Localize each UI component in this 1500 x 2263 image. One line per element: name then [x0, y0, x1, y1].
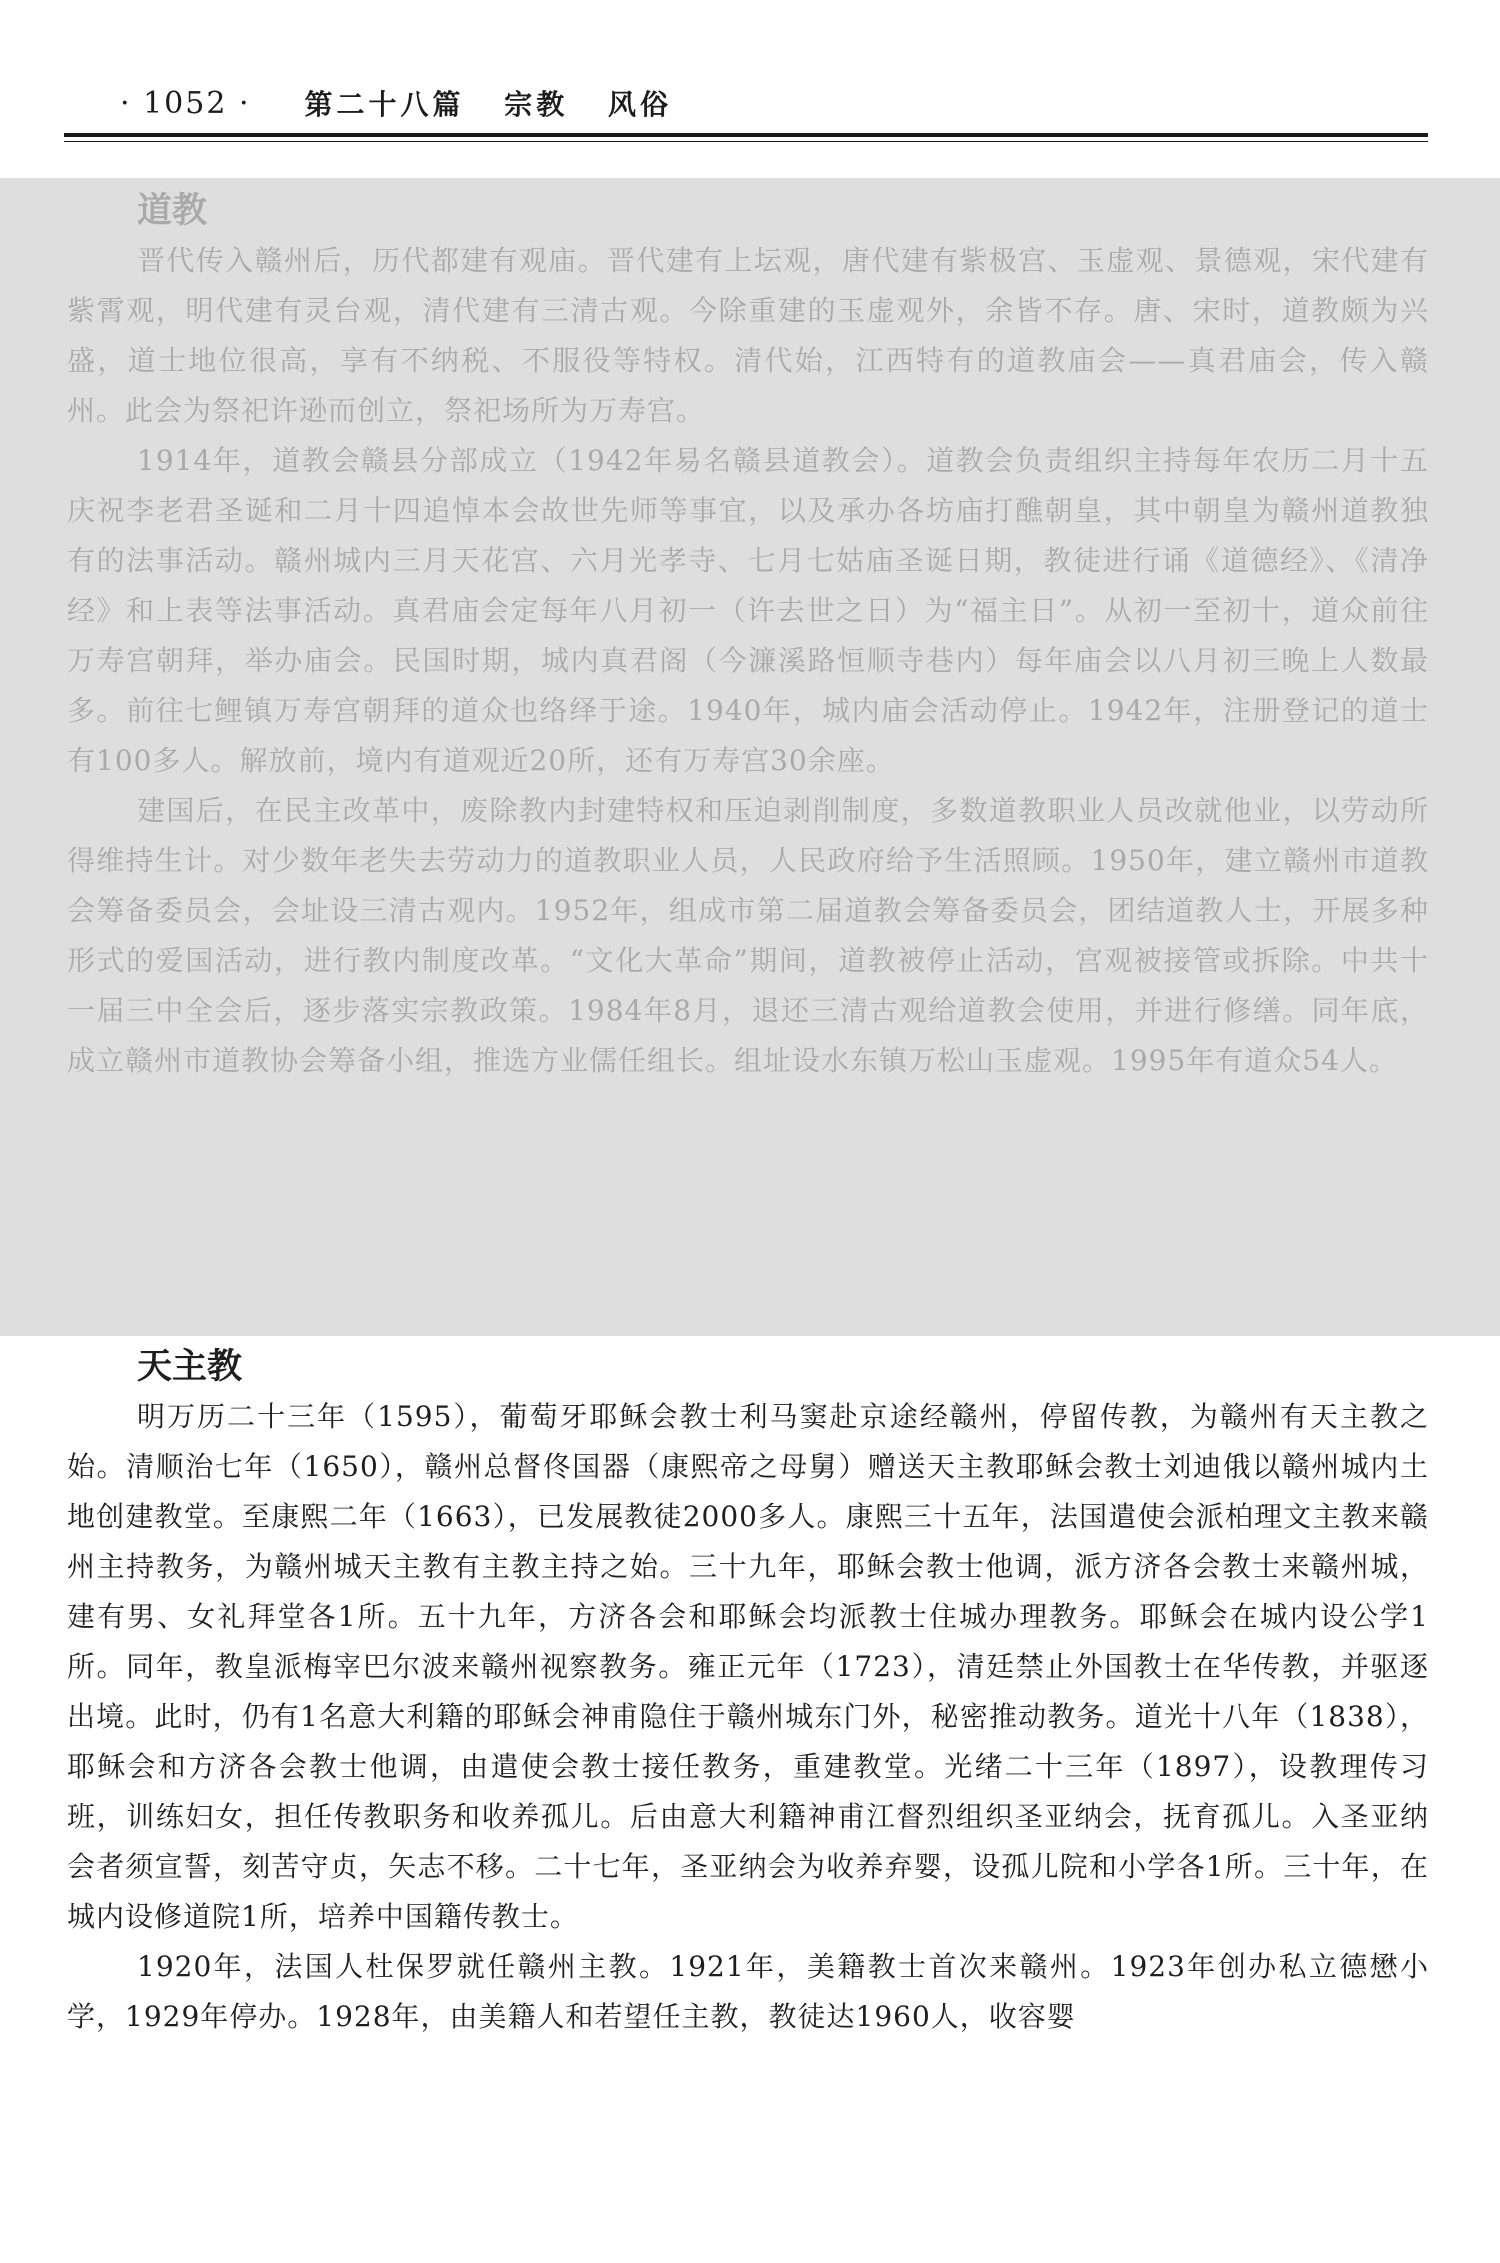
running-title-part: 风俗	[608, 88, 673, 121]
header-rule-thin	[64, 141, 1428, 142]
section-catholicism	[67, 1342, 1429, 2042]
paragraph: 建国后，在民主改革中，废除教内封建特权和压迫剥削制度，多数道教职业人员改就他业，以劳动所得维持生计。对少数年老失去劳动力的道教职业人员，人民政府给予生活照顾。1950年，建立赣州市道教会筹备委员会，会址设三清古观内。1952年，组成市第二届道教会筹备委员会，团结道教人士，开展多种形式的爱国活动，进行教内制度改革。“文化大革命”期间，道教被停止活动，宫观被接管或拆除。中共十一届三中全会后，逐步落实宗教政策。1984年8月，退还三清古观给道教会使用，并进行修缮。同年底，成立赣州市道教协会筹备小组，推选方业儒任组长。组址设水东镇万松山玉虚观。1995年有道众54人。	[67, 794, 1429, 1077]
paragraph: 1920年，法国人杜保罗就任赣州主教。1921年，美籍教士首次来赣州。1923年创办私立德懋小学，1929年停办。1928年，由美籍人和若望任主教，教徒达1960人，收容婴	[67, 1950, 1429, 2033]
running-title-part: 第二十八篇	[304, 88, 465, 121]
section-daoism	[67, 186, 1429, 1086]
running-title-part: 宗教	[504, 88, 569, 121]
paragraph: 晋代传入赣州后，历代都建有观庙。晋代建有上坛观，唐代建有紫极宫、玉虚观、景德观，宋代建有紫霄观，明代建有灵台观，清代建有三清古观。今除重建的玉虚观外，余皆不存。唐、宋时，道教颇为兴盛，道士地位很高，享有不纳税、不服役等特权。清代始，江西特有的道教庙会——真君庙会，传入赣州。此会为祭祀许逊而创立，祭祀场所为万寿宫。	[67, 244, 1429, 427]
section-title: 天主教	[137, 1347, 243, 1387]
paragraph: 1914年，道教会赣县分部成立（1942年易名赣县道教会）。道教会负责组织主持每年农历二月十五庆祝李老君圣诞和二月十四追悼本会故世先师等事宜，以及承办各坊庙打醮朝皇，其中朝皇为赣州道教独有的法事活动。赣州城内三月天花宫、六月光孝寺、七月七姑庙圣诞日期，教徒进行诵《道德经》、《清净经》和上表等法事活动。真君庙会定每年八月初一（许去世之日）为“福主日”。从初一至初十，道众前往万寿宫朝拜，举办庙会。民国时期，城内真君阁（今濂溪路恒顺寺巷内）每年庙会以八月初三晚上人数最多。前往七鲤镇万寿宫朝拜的道众也络绎于途。1940年，城内庙会活动停止。1942年，注册登记的道士有100多人。解放前，境内有道观近20所，还有万寿宫30余座。	[67, 444, 1429, 777]
header-rule-thick	[64, 133, 1428, 137]
page-number: · 1052 ·	[120, 85, 251, 121]
section-title: 道教	[137, 191, 208, 231]
paragraph: 明万历二十三年（1595），葡萄牙耶稣会教士利马窦赴京途经赣州，停留传教，为赣州有天主教之始。清顺治七年（1650），赣州总督佟国器（康熙帝之母舅）赠送天主教耶稣会教士刘迪俄以赣州城内土地创建教堂。至康熙二年（1663），已发展教徒2000多人。康熙三十五年，法国遣使会派柏理文主教来赣州主持教务，为赣州城天主教有主教主持之始。三十九年，耶稣会教士他调，派方济各会教士来赣州城，建有男、女礼拜堂各1所。五十九年，方济各会和耶稣会均派教士住城办理教务。耶稣会在城内设公学1所。同年，教皇派梅宰巴尔波来赣州视察教务。雍正元年（1723），清廷禁止外国教士在华传教，并驱逐出境。此时，仍有1名意大利籍的耶稣会神甫隐住于赣州城东门外，秘密推动教务。道光十八年（1838），耶稣会和方济各会教士他调，由遣使会教士接任教务，重建教堂。光绪二十三年（1897），设教理传习班，训练妇女，担任传教职务和收养孤儿。后由意大利籍神甫江督烈组织圣亚纳会，抚育孤儿。入圣亚纳会者须宣誓，刻苦守贞，矢志不移。二十七年，圣亚纳会为收养弃婴，设孤儿院和小学各1所。三十年，在城内设修道院1所，培养中国籍传教士。	[67, 1400, 1429, 1933]
running-title	[305, 83, 699, 123]
page-header	[120, 78, 698, 128]
